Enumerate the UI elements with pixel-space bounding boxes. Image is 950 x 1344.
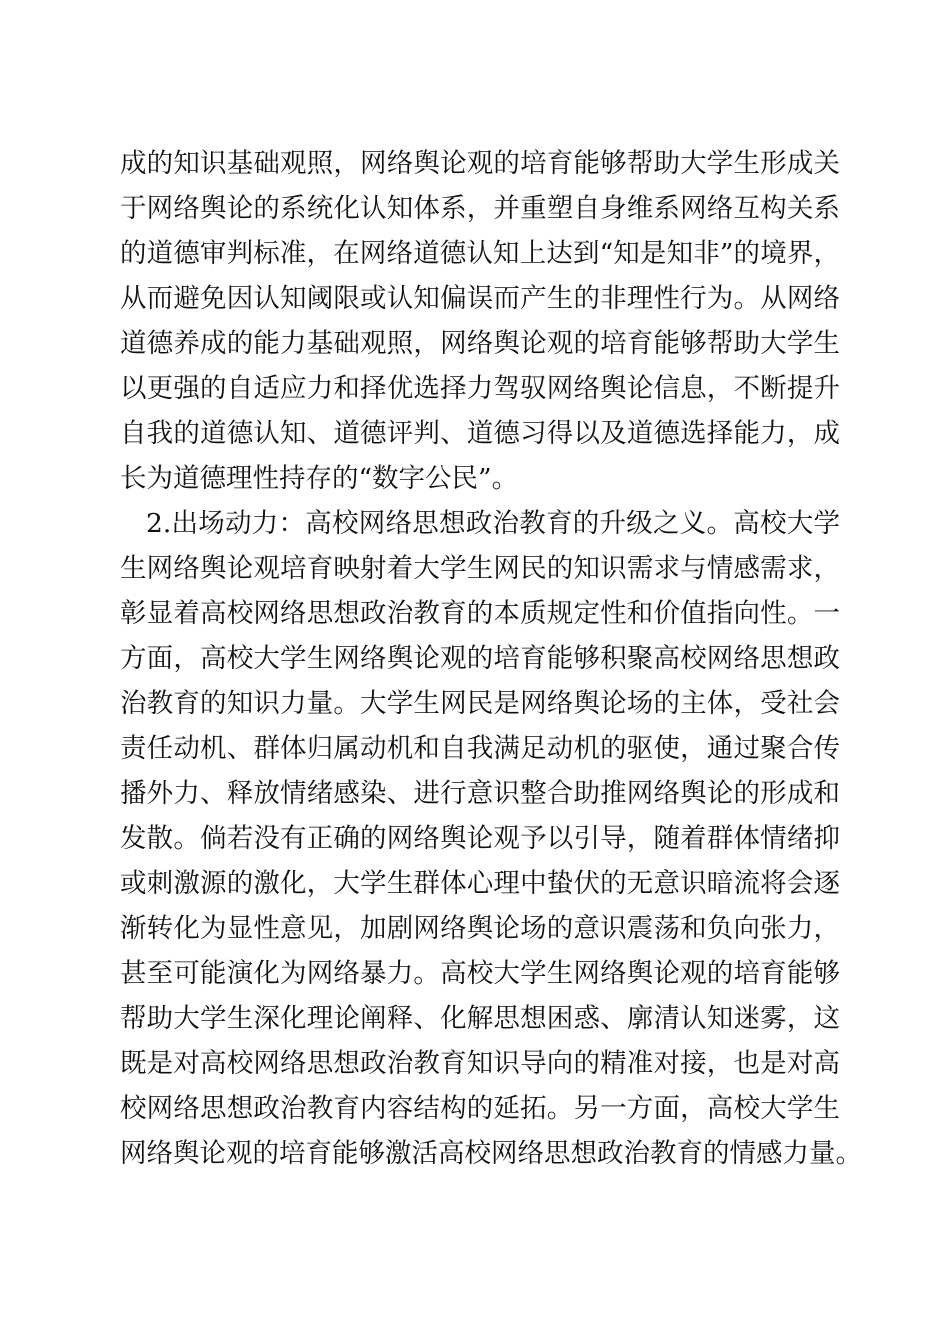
body-text xyxy=(120,141,862,1176)
text-line: 校网络思想政治教育内容结构的延拓。另一方面，高校大学生 xyxy=(120,1093,840,1124)
text-line: 成的知识基础观照，网络舆论观的培育能够帮助大学生形成关 xyxy=(120,148,840,179)
text-line: 既是对高校网络思想政治教育知识导向的精准对接，也是对高 xyxy=(120,1048,840,1079)
text-line: 道德养成的能力基础观照，网络舆论观的培育能够帮助大学生 xyxy=(120,328,840,359)
text-line: 帮助大学生深化理论阐释、化解思想困惑、廓清认知迷雾，这 xyxy=(120,1003,840,1034)
text-line: 发散。倘若没有正确的网络舆论观予以引导，随着群体情绪抑 xyxy=(120,823,840,854)
text-line: 的道德审判标准，在网络道德认知上达到“知是知非”的境界， xyxy=(120,238,840,269)
text-line: 渐转化为显性意见，加剧网络舆论场的意识震荡和负向张力， xyxy=(120,913,840,944)
text-line: 生网络舆论观培育映射着大学生网民的知识需求与情感需求， xyxy=(120,553,840,584)
text-line: 从而避免因认知阈限或认知偏误而产生的非理性行为。从网络 xyxy=(120,283,840,314)
text-line: 或刺激源的激化，大学生群体心理中蛰伏的无意识暗流将会逐 xyxy=(120,868,840,899)
text-line: 于网络舆论的系统化认知体系，并重塑自身维系网络互构关系 xyxy=(120,193,840,224)
text-line: 网络舆论观的培育能够激活高校网络思想政治教育的情感力量。 xyxy=(120,1138,862,1169)
text-line: 责任动机、群体归属动机和自我满足动机的驱使，通过聚合传 xyxy=(120,733,840,764)
text-line: 播外力、释放情绪感染、进行意识整合助推网络舆论的形成和 xyxy=(120,778,840,809)
text-line: 2.出场动力：高校网络思想政治教育的升级之义。高校大学 xyxy=(146,508,840,539)
text-line: 彰显着高校网络思想政治教育的本质规定性和价值指向性。一 xyxy=(120,598,840,629)
text-line: 甚至可能演化为网络暴力。高校大学生网络舆论观的培育能够 xyxy=(120,958,840,989)
text-line: 长为道德理性持存的“数字公民”。 xyxy=(120,463,519,494)
text-line: 方面，高校大学生网络舆论观的培育能够积聚高校网络思想政 xyxy=(120,643,840,674)
text-line: 以更强的自适应力和择优选择力驾驭网络舆论信息，不断提升 xyxy=(120,373,840,404)
text-line: 自我的道德认知、道德评判、道德习得以及道德选择能力，成 xyxy=(120,418,840,449)
text-line: 治教育的知识力量。大学生网民是网络舆论场的主体，受社会 xyxy=(120,688,840,719)
